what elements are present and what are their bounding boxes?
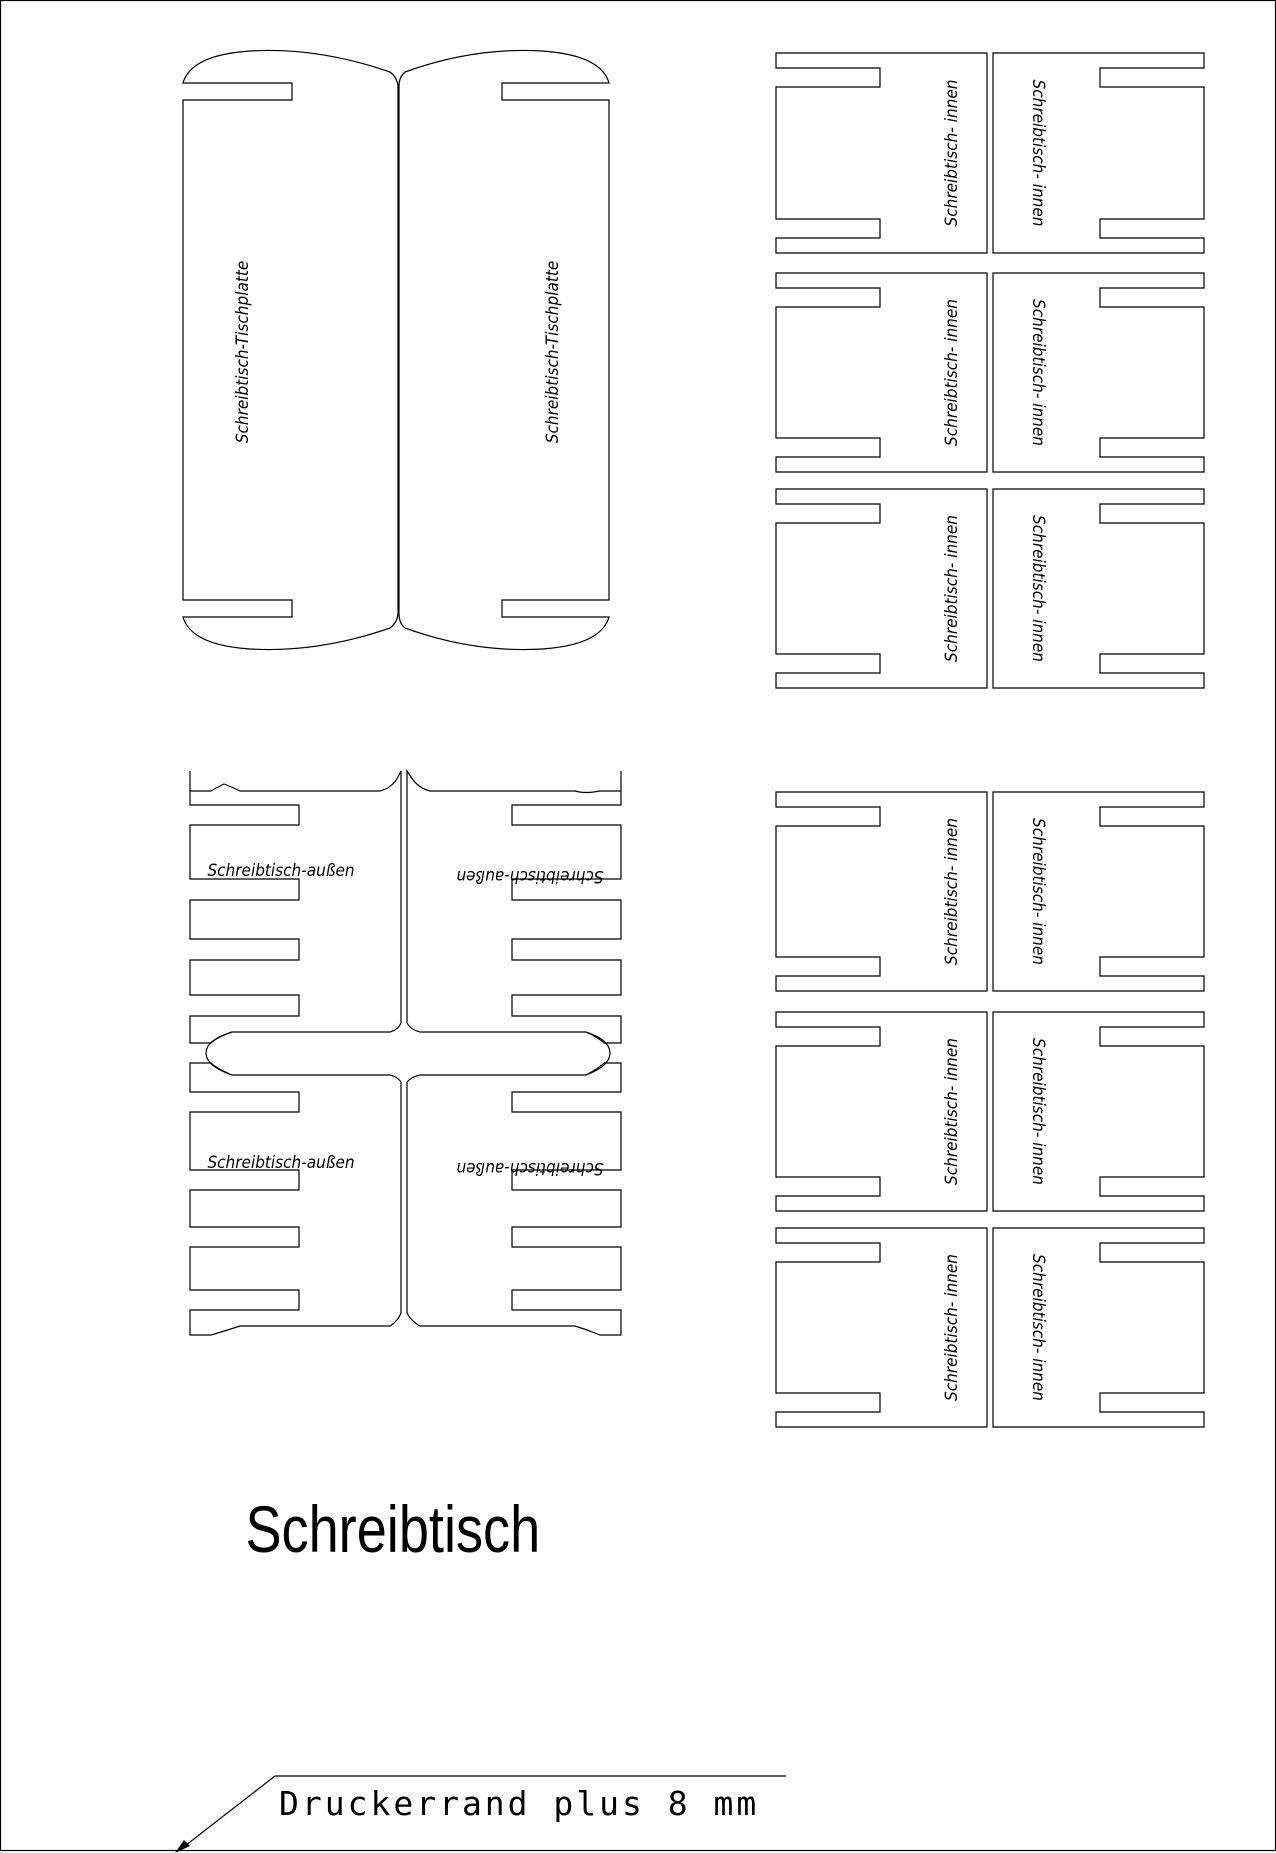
innen-part [993, 1228, 1204, 1427]
innen-part [993, 1012, 1204, 1211]
tischplatte-part-right [399, 50, 609, 649]
innen-part [993, 489, 1204, 688]
aussen-label: Schreibtisch-außen [456, 866, 604, 886]
aussen-part-1 [190, 771, 401, 1043]
innen-label: Schreibtisch- innen [1028, 818, 1048, 965]
innen-label: Schreibtisch- innen [942, 1038, 962, 1185]
innen-label: Schreibtisch- innen [942, 79, 962, 227]
aussen-label: Schreibtisch-außen [207, 861, 355, 881]
innen-label: Schreibtisch- innen [942, 299, 962, 446]
innen-part [993, 792, 1204, 991]
innen-parts [776, 53, 1204, 1427]
aussen-label: Schreibtisch-außen [456, 1158, 604, 1178]
margin-leader-diagonal [181, 1776, 275, 1849]
innen-part [776, 1228, 987, 1427]
innen-label: Schreibtisch- innen [942, 515, 962, 662]
aussen-bridge-outline [206, 1032, 610, 1075]
innen-label: Schreibtisch- innen [1028, 299, 1048, 446]
innen-label: Schreibtisch- innen [1028, 1254, 1048, 1401]
innen-label: Schreibtisch- innen [1028, 515, 1048, 662]
tischplatte-label: Schreibtisch-Tischplatte [543, 260, 563, 444]
innen-part [993, 273, 1204, 472]
innen-label: Schreibtisch- innen [942, 818, 962, 965]
innen-part [776, 273, 987, 472]
innen-part [993, 53, 1204, 253]
tischplatte-label: Schreibtisch-Tischplatte [233, 260, 253, 444]
innen-part [776, 53, 987, 253]
innen-label: Schreibtisch- innen [1028, 79, 1048, 227]
margin-note: Druckerrand plus 8 mm [279, 1784, 760, 1823]
innen-part [776, 792, 987, 991]
innen-label: Schreibtisch- innen [942, 1254, 962, 1401]
drawing-title: Schreibtisch [245, 1491, 541, 1567]
tischplatte-part-left [183, 50, 398, 649]
aussen-label: Schreibtisch-außen [207, 1153, 355, 1173]
aussen-part-3 [190, 1063, 401, 1335]
aussen-part-4 [407, 1063, 621, 1335]
innen-part [776, 1012, 987, 1211]
aussen-part-2 [407, 771, 621, 1043]
innen-label: Schreibtisch- innen [1028, 1038, 1048, 1185]
innen-part [776, 489, 987, 688]
